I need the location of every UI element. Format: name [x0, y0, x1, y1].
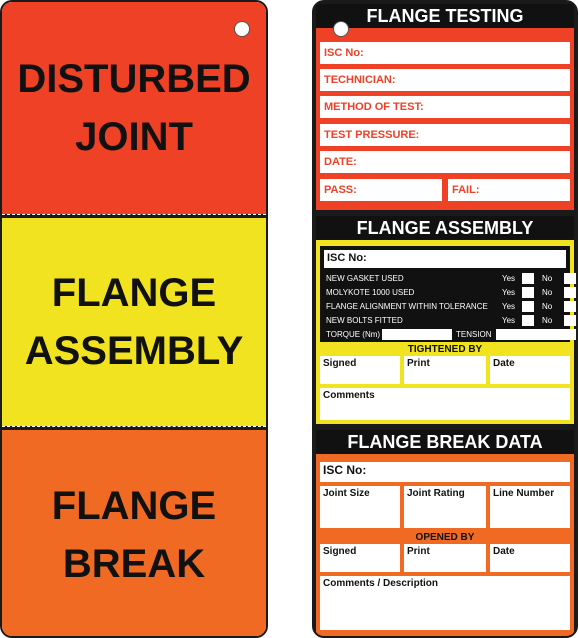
print-field[interactable]: Print — [404, 356, 486, 384]
break-label-line2: BREAK — [62, 542, 206, 586]
flange-break-section — [2, 430, 266, 638]
date-field[interactable]: DATE: — [320, 151, 570, 173]
tension-label: TENSION — [456, 330, 492, 339]
yes-checkbox[interactable] — [522, 301, 534, 312]
technician-field[interactable]: TECHNICIAN: — [320, 69, 570, 91]
torque-input[interactable] — [382, 329, 452, 340]
assembly-label-line1: FLANGE — [51, 271, 217, 315]
method-of-test-field[interactable]: METHOD OF TEST: — [320, 96, 570, 118]
tightened-by-label: TIGHTENED BY — [407, 344, 483, 355]
comments-field[interactable]: Comments — [320, 388, 570, 420]
tag-hole — [234, 21, 250, 37]
checklist-item-label: NEW GASKET USED — [326, 274, 404, 283]
print-field[interactable]: Print — [404, 544, 486, 572]
no-label: No — [542, 316, 553, 325]
no-checkbox[interactable] — [564, 301, 576, 312]
signed-field[interactable]: Signed — [320, 356, 400, 384]
flange-assembly-section — [316, 216, 574, 424]
joint-size-field[interactable]: Joint Size — [320, 486, 400, 528]
yes-checkbox[interactable] — [522, 273, 534, 284]
checklist-item-label: MOLYKOTE 1000 USED — [326, 288, 415, 297]
perforation — [2, 214, 266, 218]
checklist-row — [326, 314, 566, 327]
yes-label: Yes — [502, 274, 516, 283]
torque-label: TORQUE (Nm) — [326, 330, 381, 339]
date-field[interactable]: Date — [490, 544, 570, 572]
flange-assembly-section — [2, 218, 266, 426]
checklist-item-label: FLANGE ALIGNMENT WITHIN TOLERANCE — [326, 302, 488, 311]
tag-front — [0, 0, 268, 638]
no-label: No — [542, 302, 553, 311]
yes-label: Yes — [502, 288, 516, 297]
no-checkbox[interactable] — [564, 273, 576, 284]
yes-checkbox[interactable] — [522, 287, 534, 298]
joint-rating-field[interactable]: Joint Rating — [404, 486, 486, 528]
yes-label: Yes — [502, 302, 516, 311]
comments-description-field[interactable]: Comments / Description — [320, 576, 570, 630]
flange-testing-section — [316, 4, 574, 210]
checklist-row — [326, 300, 566, 313]
checklist-row — [326, 286, 566, 299]
pass-field[interactable]: PASS: — [320, 179, 442, 201]
test-pressure-field[interactable]: TEST PRESSURE: — [320, 124, 570, 146]
fail-field[interactable]: FAIL: — [448, 179, 570, 201]
no-checkbox[interactable] — [564, 287, 576, 298]
yes-label: Yes — [502, 316, 516, 325]
isc-field[interactable]: ISC No: — [320, 42, 570, 64]
break-data-title: FLANGE BREAK DATA — [316, 430, 574, 454]
signed-field[interactable]: Signed — [320, 544, 400, 572]
yes-checkbox[interactable] — [522, 315, 534, 326]
checklist-row — [326, 272, 566, 285]
testing-title: FLANGE TESTING — [316, 4, 574, 28]
no-label: No — [542, 274, 553, 283]
assembly-isc-field[interactable]: ISC No: — [324, 250, 566, 268]
assembly-label-line2: ASSEMBLY — [24, 329, 244, 373]
tension-input[interactable] — [496, 329, 578, 340]
assembly-title: FLANGE ASSEMBLY — [316, 216, 574, 240]
disturbed-label-line2: JOINT — [75, 115, 193, 159]
break-isc-field[interactable]: ISC No: — [320, 462, 570, 482]
flange-break-data-section — [316, 430, 574, 636]
disturbed-label-line1: DISTURBED — [17, 57, 251, 101]
tag-back — [312, 0, 578, 638]
tag-hole — [333, 21, 349, 37]
perforation — [2, 426, 266, 430]
assembly-checklist — [320, 246, 570, 342]
line-number-field[interactable]: Line Number — [490, 486, 570, 528]
checklist-item-label: NEW BOLTS FITTED — [326, 316, 403, 325]
opened-by-label: OPENED BY — [415, 532, 475, 543]
break-label-line1: FLANGE — [51, 484, 217, 528]
torque-row — [326, 328, 566, 341]
date-field[interactable]: Date — [490, 356, 570, 384]
no-label: No — [542, 288, 553, 297]
no-checkbox[interactable] — [564, 315, 576, 326]
disturbed-joint-section — [2, 2, 266, 214]
